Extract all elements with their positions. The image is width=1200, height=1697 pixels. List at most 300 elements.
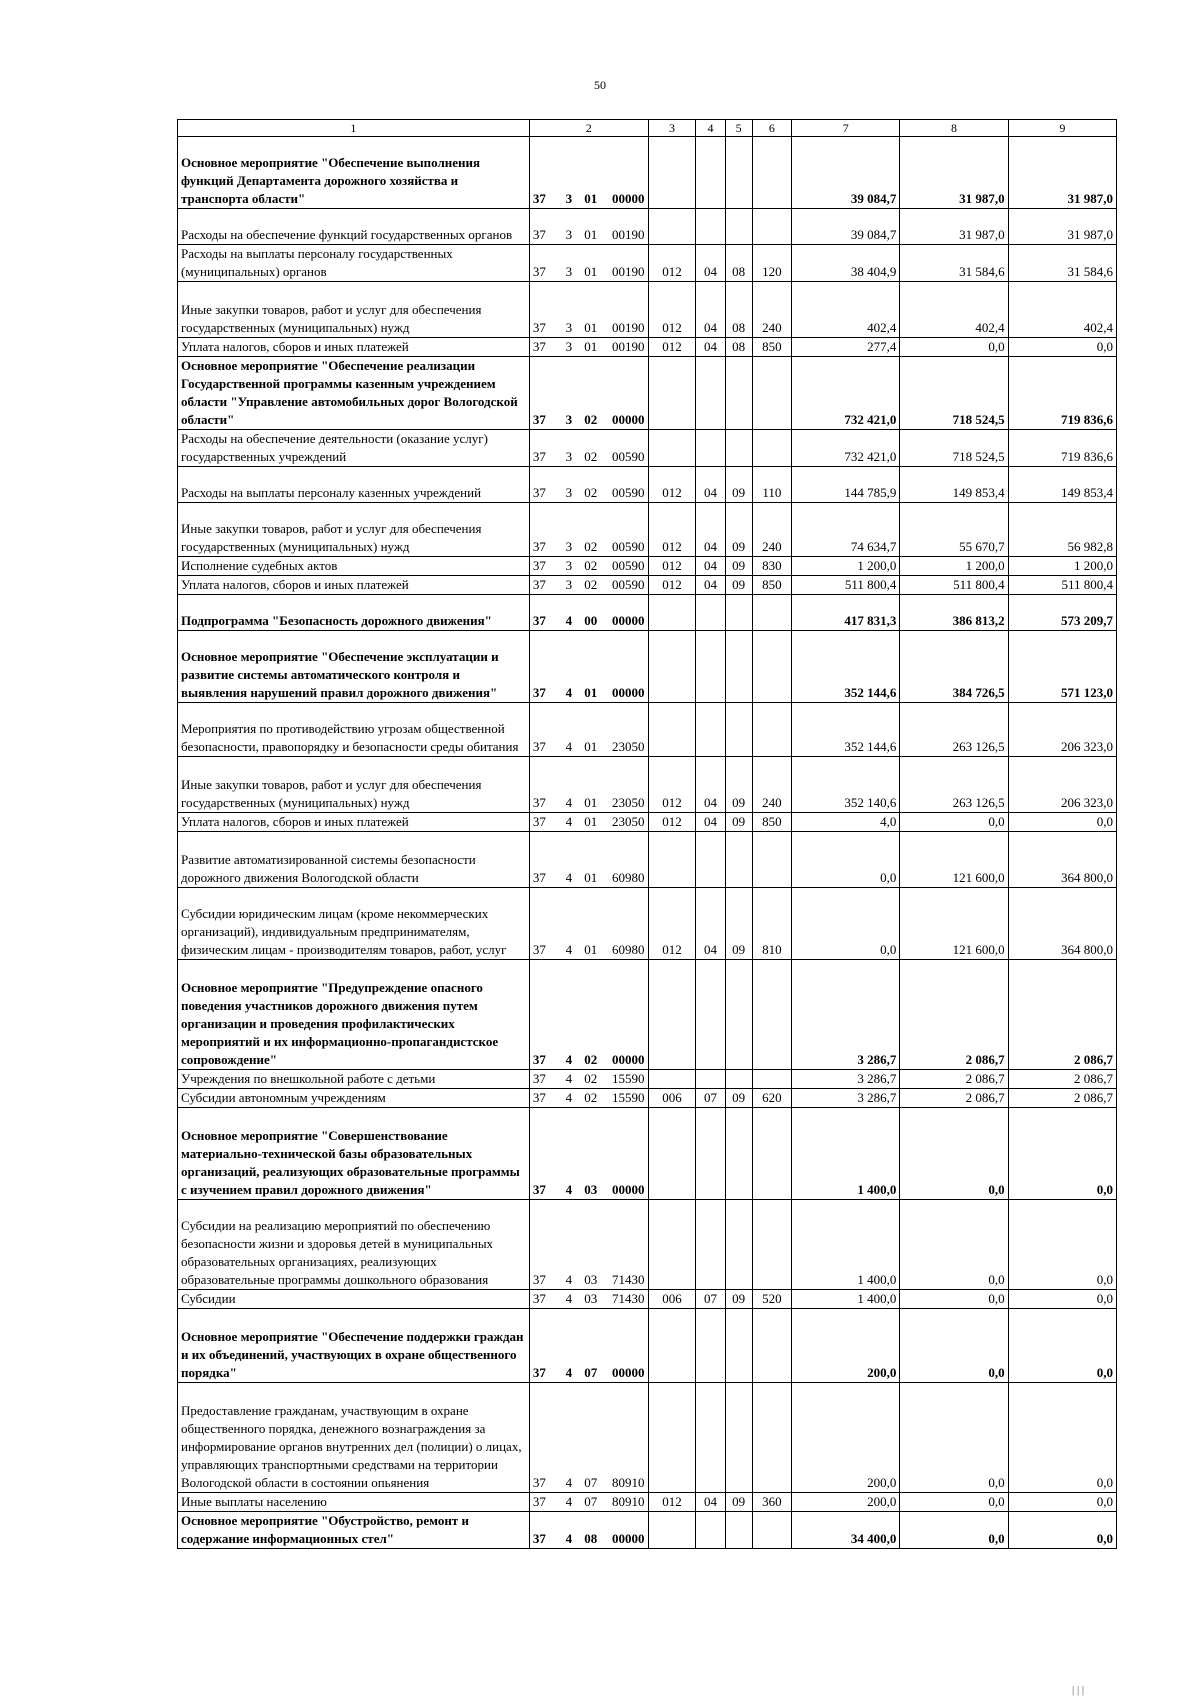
code-subprogram-cell: 3 <box>561 557 578 576</box>
code-program-cell: 37 <box>529 832 560 888</box>
amount-col7-cell: 0,0 <box>792 832 900 888</box>
code-event-cell: 01 <box>577 631 604 703</box>
expense-type-cell <box>752 1108 792 1200</box>
code-event-cell: 03 <box>577 1200 604 1290</box>
amount-col9-cell: 0,0 <box>1008 1200 1116 1290</box>
table-row <box>178 1108 1117 1200</box>
code-program-cell: 37 <box>529 245 560 282</box>
code-direction-cell: 00000 <box>604 137 648 209</box>
row-name-cell: Подпрограмма "Безопасность дорожного движения" <box>178 595 530 631</box>
table-row <box>178 557 1117 576</box>
amount-col9-cell: 31 584,6 <box>1008 245 1116 282</box>
table-row <box>178 832 1117 888</box>
amount-col9-cell: 2 086,7 <box>1008 1070 1116 1089</box>
amount-col7-cell: 1 400,0 <box>792 1200 900 1290</box>
amount-col7-cell: 352 144,6 <box>792 703 900 757</box>
code-direction-cell: 23050 <box>604 703 648 757</box>
code-subprogram-cell: 4 <box>561 757 578 813</box>
grbs-cell <box>648 832 696 888</box>
amount-col9-cell: 31 987,0 <box>1008 209 1116 245</box>
expense-type-cell: 240 <box>752 757 792 813</box>
subsection-cell: 09 <box>725 576 752 595</box>
amount-col9-cell: 149 853,4 <box>1008 467 1116 503</box>
row-name-cell: Расходы на обеспечение деятельности (оказание услуг) государственных учреждений <box>178 430 530 467</box>
grbs-cell <box>648 1512 696 1549</box>
amount-col7-cell: 200,0 <box>792 1383 900 1493</box>
code-event-cell: 01 <box>577 338 604 357</box>
amount-col7-cell: 200,0 <box>792 1493 900 1512</box>
expense-type-cell <box>752 430 792 467</box>
expense-type-cell <box>752 1200 792 1290</box>
table-row <box>178 357 1117 430</box>
code-event-cell: 02 <box>577 467 604 503</box>
grbs-cell: 012 <box>648 557 696 576</box>
subsection-cell <box>725 832 752 888</box>
code-event-cell: 01 <box>577 245 604 282</box>
grbs-cell <box>648 357 696 430</box>
section-cell <box>696 430 725 467</box>
subsection-cell: 09 <box>725 757 752 813</box>
section-cell: 04 <box>696 557 725 576</box>
code-program-cell: 37 <box>529 757 560 813</box>
amount-col7-cell: 200,0 <box>792 1309 900 1383</box>
code-event-cell: 01 <box>577 888 604 960</box>
row-name-cell: Развитие автоматизированной системы безопасности дорожного движения Вологодской области <box>178 832 530 888</box>
grbs-cell <box>648 137 696 209</box>
amount-col8-cell: 2 086,7 <box>900 1089 1008 1108</box>
code-subprogram-cell: 4 <box>561 960 578 1070</box>
amount-col7-cell: 1 200,0 <box>792 557 900 576</box>
subsection-cell <box>725 430 752 467</box>
expense-type-cell <box>752 1070 792 1089</box>
amount-col7-cell: 732 421,0 <box>792 357 900 430</box>
amount-col7-cell: 352 144,6 <box>792 631 900 703</box>
amount-col7-cell: 144 785,9 <box>792 467 900 503</box>
grbs-cell: 012 <box>648 757 696 813</box>
expense-type-cell <box>752 1309 792 1383</box>
subsection-cell <box>725 357 752 430</box>
amount-col9-cell: 206 323,0 <box>1008 757 1116 813</box>
expense-type-cell <box>752 1383 792 1493</box>
row-name-cell: Основное мероприятие "Предупреждение опасного поведения участников дорожного движения путем организации и проведения профилактических мероприятий и их информационно-пропагандистское сопровождение" <box>178 960 530 1070</box>
amount-col9-cell: 0,0 <box>1008 1493 1116 1512</box>
section-cell <box>696 137 725 209</box>
section-cell <box>696 1512 725 1549</box>
amount-col8-cell: 511 800,4 <box>900 576 1008 595</box>
grbs-cell <box>648 960 696 1070</box>
grbs-cell <box>648 703 696 757</box>
code-direction-cell: 00000 <box>604 357 648 430</box>
section-cell <box>696 595 725 631</box>
column-header-4: 4 <box>696 120 725 137</box>
code-direction-cell: 00000 <box>604 1309 648 1383</box>
amount-col9-cell: 719 836,6 <box>1008 357 1116 430</box>
expense-type-cell: 520 <box>752 1290 792 1309</box>
amount-col8-cell: 718 524,5 <box>900 430 1008 467</box>
subsection-cell <box>725 1512 752 1549</box>
code-subprogram-cell: 4 <box>561 1070 578 1089</box>
budget-table <box>177 119 1117 1549</box>
scan-mark-bottom-right: | | | <box>1072 1684 1085 1696</box>
section-cell <box>696 357 725 430</box>
subsection-cell: 09 <box>725 1089 752 1108</box>
code-program-cell: 37 <box>529 357 560 430</box>
row-name-cell: Основное мероприятие "Обеспечение реализации Государственной программы казенным учреждением области "Управление автомобильных дорог Вологодской области" <box>178 357 530 430</box>
section-cell <box>696 1309 725 1383</box>
section-cell <box>696 1070 725 1089</box>
table-row <box>178 1290 1117 1309</box>
code-subprogram-cell: 3 <box>561 357 578 430</box>
subsection-cell: 09 <box>725 1493 752 1512</box>
code-direction-cell: 23050 <box>604 757 648 813</box>
amount-col9-cell: 571 123,0 <box>1008 631 1116 703</box>
code-event-cell: 00 <box>577 595 604 631</box>
amount-col9-cell: 2 086,7 <box>1008 960 1116 1070</box>
expense-type-cell: 110 <box>752 467 792 503</box>
table-row <box>178 209 1117 245</box>
column-header-5: 5 <box>725 120 752 137</box>
subsection-cell: 09 <box>725 888 752 960</box>
row-name-cell: Основное мероприятие "Обеспечение эксплуатации и развитие системы автоматического контроля и выявления нарушений правил дорожного движения" <box>178 631 530 703</box>
code-program-cell: 37 <box>529 557 560 576</box>
subsection-cell <box>725 595 752 631</box>
code-program-cell: 37 <box>529 338 560 357</box>
grbs-cell: 012 <box>648 282 696 338</box>
column-header-9: 9 <box>1008 120 1116 137</box>
expense-type-cell: 120 <box>752 245 792 282</box>
code-direction-cell: 71430 <box>604 1200 648 1290</box>
code-subprogram-cell: 3 <box>561 282 578 338</box>
section-cell: 07 <box>696 1290 725 1309</box>
code-program-cell: 37 <box>529 209 560 245</box>
code-subprogram-cell: 4 <box>561 1108 578 1200</box>
grbs-cell <box>648 1070 696 1089</box>
code-program-cell: 37 <box>529 813 560 832</box>
amount-col8-cell: 0,0 <box>900 1493 1008 1512</box>
amount-col9-cell: 0,0 <box>1008 1512 1116 1549</box>
amount-col7-cell: 39 084,7 <box>792 137 900 209</box>
section-cell: 04 <box>696 888 725 960</box>
code-direction-cell: 00590 <box>604 557 648 576</box>
row-name-cell: Субсидии на реализацию мероприятий по обеспечению безопасности жизни и здоровья детей в муниципальных образовательных организациях, реализующих образовательные программы дошкольного образования <box>178 1200 530 1290</box>
code-direction-cell: 00190 <box>604 282 648 338</box>
expense-type-cell: 240 <box>752 503 792 557</box>
code-direction-cell: 80910 <box>604 1383 648 1493</box>
amount-col9-cell: 0,0 <box>1008 1290 1116 1309</box>
table-row <box>178 703 1117 757</box>
code-program-cell: 37 <box>529 576 560 595</box>
row-name-cell: Иные закупки товаров, работ и услуг для обеспечения государственных (муниципальных) нужд <box>178 503 530 557</box>
amount-col8-cell: 55 670,7 <box>900 503 1008 557</box>
row-name-cell: Субсидии юридическим лицам (кроме некоммерческих организаций), индивидуальным предпринимателям, физическим лицам - производителям товаров, работ, услуг <box>178 888 530 960</box>
code-subprogram-cell: 4 <box>561 1089 578 1108</box>
amount-col8-cell: 121 600,0 <box>900 888 1008 960</box>
section-cell: 04 <box>696 338 725 357</box>
expense-type-cell <box>752 357 792 430</box>
expense-type-cell: 850 <box>752 576 792 595</box>
amount-col7-cell: 3 286,7 <box>792 1070 900 1089</box>
row-name-cell: Иные выплаты населению <box>178 1493 530 1512</box>
row-name-cell: Основное мероприятие "Обеспечение поддержки граждан и их объединений, участвующих в охране общественного порядка" <box>178 1309 530 1383</box>
code-event-cell: 03 <box>577 1290 604 1309</box>
amount-col8-cell: 31 584,6 <box>900 245 1008 282</box>
expense-type-cell <box>752 595 792 631</box>
amount-col7-cell: 732 421,0 <box>792 430 900 467</box>
amount-col9-cell: 0,0 <box>1008 813 1116 832</box>
section-cell: 04 <box>696 467 725 503</box>
table-row <box>178 1089 1117 1108</box>
code-event-cell: 02 <box>577 960 604 1070</box>
code-program-cell: 37 <box>529 1383 560 1493</box>
code-direction-cell: 00590 <box>604 467 648 503</box>
amount-col8-cell: 0,0 <box>900 338 1008 357</box>
code-direction-cell: 23050 <box>604 813 648 832</box>
amount-col9-cell: 402,4 <box>1008 282 1116 338</box>
amount-col7-cell: 352 140,6 <box>792 757 900 813</box>
code-direction-cell: 00590 <box>604 430 648 467</box>
amount-col8-cell: 718 524,5 <box>900 357 1008 430</box>
amount-col9-cell: 0,0 <box>1008 1108 1116 1200</box>
expense-type-cell: 850 <box>752 338 792 357</box>
code-event-cell: 07 <box>577 1383 604 1493</box>
code-subprogram-cell: 3 <box>561 137 578 209</box>
amount-col7-cell: 34 400,0 <box>792 1512 900 1549</box>
code-direction-cell: 71430 <box>604 1290 648 1309</box>
amount-col7-cell: 0,0 <box>792 888 900 960</box>
row-name-cell: Уплата налогов, сборов и иных платежей <box>178 813 530 832</box>
subsection-cell: 08 <box>725 282 752 338</box>
code-event-cell: 02 <box>577 1089 604 1108</box>
row-name-cell: Уплата налогов, сборов и иных платежей <box>178 338 530 357</box>
table-row <box>178 1200 1117 1290</box>
row-name-cell: Уплата налогов, сборов и иных платежей <box>178 576 530 595</box>
amount-col8-cell: 31 987,0 <box>900 137 1008 209</box>
amount-col8-cell: 384 726,5 <box>900 631 1008 703</box>
row-name-cell: Исполнение судебных актов <box>178 557 530 576</box>
section-cell: 04 <box>696 282 725 338</box>
grbs-cell: 006 <box>648 1290 696 1309</box>
grbs-cell: 012 <box>648 338 696 357</box>
grbs-cell <box>648 1383 696 1493</box>
grbs-cell: 012 <box>648 467 696 503</box>
section-cell <box>696 209 725 245</box>
subsection-cell: 08 <box>725 245 752 282</box>
row-name-cell: Основное мероприятие "Совершенствование материально-технической базы образовательных организаций, реализующих образовательные программы с изучением правил дорожного движения" <box>178 1108 530 1200</box>
code-subprogram-cell: 4 <box>561 595 578 631</box>
amount-col8-cell: 402,4 <box>900 282 1008 338</box>
section-cell: 04 <box>696 503 725 557</box>
table-row <box>178 1070 1117 1089</box>
amount-col8-cell: 263 126,5 <box>900 703 1008 757</box>
amount-col9-cell: 511 800,4 <box>1008 576 1116 595</box>
code-program-cell: 37 <box>529 467 560 503</box>
code-subprogram-cell: 4 <box>561 1493 578 1512</box>
code-subprogram-cell: 4 <box>561 1383 578 1493</box>
code-event-cell: 03 <box>577 1108 604 1200</box>
amount-col8-cell: 1 200,0 <box>900 557 1008 576</box>
code-program-cell: 37 <box>529 1070 560 1089</box>
code-event-cell: 01 <box>577 813 604 832</box>
subsection-cell <box>725 209 752 245</box>
code-subprogram-cell: 3 <box>561 338 578 357</box>
code-program-cell: 37 <box>529 703 560 757</box>
table-row <box>178 245 1117 282</box>
section-cell: 04 <box>696 1493 725 1512</box>
expense-type-cell <box>752 137 792 209</box>
code-program-cell: 37 <box>529 282 560 338</box>
amount-col8-cell: 263 126,5 <box>900 757 1008 813</box>
expense-type-cell: 830 <box>752 557 792 576</box>
table-row <box>178 888 1117 960</box>
expense-type-cell: 850 <box>752 813 792 832</box>
column-header-2: 2 <box>529 120 648 137</box>
code-program-cell: 37 <box>529 1493 560 1512</box>
code-event-cell: 02 <box>577 430 604 467</box>
subsection-cell <box>725 1383 752 1493</box>
code-program-cell: 37 <box>529 1290 560 1309</box>
code-subprogram-cell: 4 <box>561 1290 578 1309</box>
grbs-cell <box>648 430 696 467</box>
expense-type-cell <box>752 1512 792 1549</box>
subsection-cell <box>725 631 752 703</box>
code-subprogram-cell: 4 <box>561 832 578 888</box>
code-event-cell: 02 <box>577 576 604 595</box>
code-subprogram-cell: 4 <box>561 631 578 703</box>
code-program-cell: 37 <box>529 1512 560 1549</box>
code-direction-cell: 00000 <box>604 595 648 631</box>
section-cell: 04 <box>696 245 725 282</box>
expense-type-cell <box>752 631 792 703</box>
table-row <box>178 1512 1117 1549</box>
amount-col8-cell: 0,0 <box>900 1108 1008 1200</box>
table-row <box>178 1493 1117 1512</box>
code-event-cell: 07 <box>577 1493 604 1512</box>
amount-col8-cell: 121 600,0 <box>900 832 1008 888</box>
table-row <box>178 338 1117 357</box>
table-body <box>178 137 1117 1549</box>
code-direction-cell: 00000 <box>604 1108 648 1200</box>
amount-col9-cell: 0,0 <box>1008 1309 1116 1383</box>
code-event-cell: 07 <box>577 1309 604 1383</box>
expense-type-cell <box>752 832 792 888</box>
code-subprogram-cell: 4 <box>561 1309 578 1383</box>
amount-col8-cell: 0,0 <box>900 1512 1008 1549</box>
expense-type-cell <box>752 703 792 757</box>
code-direction-cell: 00000 <box>604 1512 648 1549</box>
amount-col7-cell: 1 400,0 <box>792 1290 900 1309</box>
code-subprogram-cell: 4 <box>561 703 578 757</box>
page-number: 50 <box>594 78 606 92</box>
code-event-cell: 01 <box>577 282 604 338</box>
section-cell <box>696 703 725 757</box>
code-direction-cell: 80910 <box>604 1493 648 1512</box>
code-event-cell: 02 <box>577 357 604 430</box>
code-subprogram-cell: 3 <box>561 467 578 503</box>
expense-type-cell <box>752 960 792 1070</box>
section-cell <box>696 832 725 888</box>
amount-col8-cell: 0,0 <box>900 813 1008 832</box>
table-row <box>178 576 1117 595</box>
row-name-cell: Иные закупки товаров, работ и услуг для обеспечения государственных (муниципальных) нужд <box>178 282 530 338</box>
subsection-cell <box>725 1309 752 1383</box>
row-name-cell: Расходы на выплаты персоналу казенных учреждений <box>178 467 530 503</box>
code-program-cell: 37 <box>529 888 560 960</box>
grbs-cell: 006 <box>648 1089 696 1108</box>
grbs-cell: 012 <box>648 813 696 832</box>
amount-col7-cell: 1 400,0 <box>792 1108 900 1200</box>
expense-type-cell: 360 <box>752 1493 792 1512</box>
code-event-cell: 01 <box>577 757 604 813</box>
row-name-cell: Учреждения по внешкольной работе с детьми <box>178 1070 530 1089</box>
code-program-cell: 37 <box>529 631 560 703</box>
amount-col7-cell: 277,4 <box>792 338 900 357</box>
code-subprogram-cell: 4 <box>561 1200 578 1290</box>
subsection-cell <box>725 1108 752 1200</box>
code-direction-cell: 60980 <box>604 888 648 960</box>
code-subprogram-cell: 4 <box>561 888 578 960</box>
subsection-cell: 09 <box>725 1290 752 1309</box>
code-direction-cell: 00190 <box>604 209 648 245</box>
subsection-cell <box>725 960 752 1070</box>
section-cell <box>696 1108 725 1200</box>
code-direction-cell: 00000 <box>604 960 648 1070</box>
code-direction-cell: 00190 <box>604 245 648 282</box>
amount-col7-cell: 417 831,3 <box>792 595 900 631</box>
table-row <box>178 631 1117 703</box>
subsection-cell: 09 <box>725 557 752 576</box>
code-program-cell: 37 <box>529 1108 560 1200</box>
amount-col8-cell: 149 853,4 <box>900 467 1008 503</box>
table-row <box>178 503 1117 557</box>
section-cell <box>696 960 725 1070</box>
code-event-cell: 01 <box>577 209 604 245</box>
expense-type-cell <box>752 209 792 245</box>
amount-col9-cell: 0,0 <box>1008 338 1116 357</box>
row-name-cell: Мероприятия по противодействию угрозам общественной безопасности, правопорядку и безопасности среды обитания <box>178 703 530 757</box>
subsection-cell: 08 <box>725 338 752 357</box>
amount-col9-cell: 364 800,0 <box>1008 888 1116 960</box>
table-row <box>178 430 1117 467</box>
amount-col8-cell: 0,0 <box>900 1200 1008 1290</box>
grbs-cell: 012 <box>648 245 696 282</box>
amount-col7-cell: 3 286,7 <box>792 1089 900 1108</box>
row-name-cell: Расходы на обеспечение функций государственных органов <box>178 209 530 245</box>
code-subprogram-cell: 3 <box>561 503 578 557</box>
amount-col9-cell: 0,0 <box>1008 1383 1116 1493</box>
code-direction-cell: 00590 <box>604 576 648 595</box>
amount-col9-cell: 573 209,7 <box>1008 595 1116 631</box>
column-header-1: 1 <box>178 120 530 137</box>
section-cell <box>696 1383 725 1493</box>
section-cell <box>696 631 725 703</box>
table-row <box>178 813 1117 832</box>
code-program-cell: 37 <box>529 1200 560 1290</box>
amount-col9-cell: 2 086,7 <box>1008 1089 1116 1108</box>
expense-type-cell: 240 <box>752 282 792 338</box>
code-subprogram-cell: 4 <box>561 1512 578 1549</box>
grbs-cell: 012 <box>648 888 696 960</box>
grbs-cell: 012 <box>648 576 696 595</box>
amount-col7-cell: 402,4 <box>792 282 900 338</box>
amount-col7-cell: 3 286,7 <box>792 960 900 1070</box>
code-event-cell: 02 <box>577 557 604 576</box>
amount-col8-cell: 0,0 <box>900 1309 1008 1383</box>
code-program-cell: 37 <box>529 137 560 209</box>
section-cell: 04 <box>696 757 725 813</box>
code-event-cell: 02 <box>577 1070 604 1089</box>
grbs-cell: 012 <box>648 1493 696 1512</box>
subsection-cell <box>725 1200 752 1290</box>
